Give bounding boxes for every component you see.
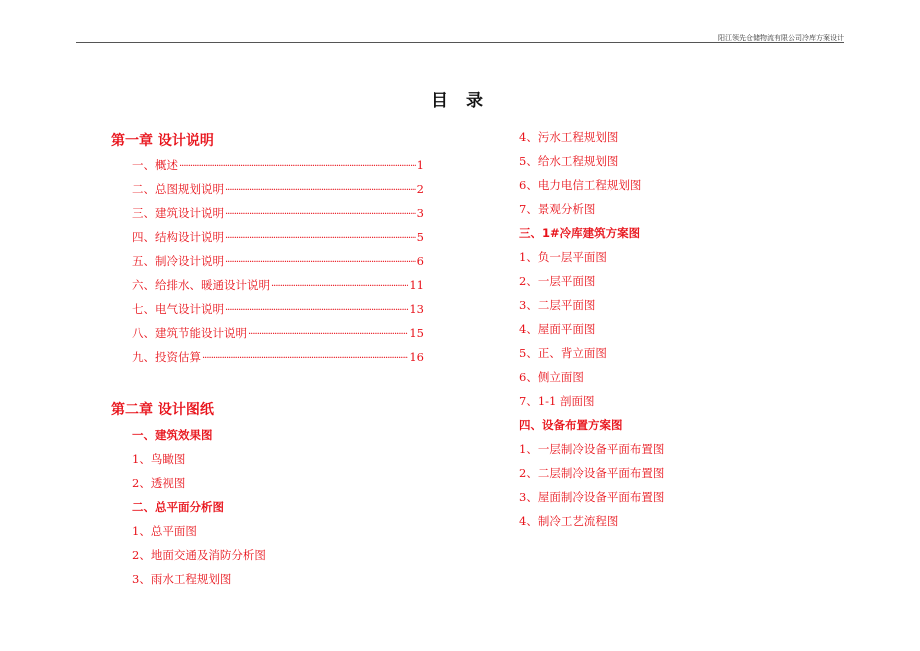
toc-entry-page: 3 [416,206,424,220]
toc-item[interactable]: 6、侧立面图 [519,370,584,384]
dot-leader [225,233,416,244]
toc-item[interactable]: 3、雨水工程规划图 [132,572,232,586]
dot-leader [225,257,416,268]
toc-item[interactable]: 3、二层平面图 [519,298,596,312]
toc-entry[interactable] [132,325,424,341]
toc-entry-page: 6 [416,254,424,268]
section-heading: 三、1#冷库建筑方案图 [519,226,641,240]
dot-leader [225,305,408,316]
dot-leader [225,185,416,196]
toc-entry-label: 六、给排水、暖通设计说明 [132,278,270,292]
toc-entry-label: 五、制冷设计说明 [132,254,224,268]
toc-item[interactable]: 5、正、背立面图 [519,346,607,360]
toc-item[interactable]: 5、给水工程规划图 [519,154,619,168]
section-heading: 四、设备布置方案图 [519,418,623,432]
toc-item[interactable]: 2、透视图 [132,476,186,490]
toc-item[interactable]: 2、一层平面图 [519,274,596,288]
toc-item[interactable]: 7、1-1 剖面图 [519,394,595,408]
toc-item[interactable]: 2、二层制冷设备平面布置图 [519,466,665,480]
dot-leader [225,209,416,220]
toc-item[interactable]: 1、总平面图 [132,524,197,538]
toc-entry-label: 九、投资估算 [132,350,201,364]
chapter-2-heading: 第二章 设计图纸 [111,402,214,418]
toc-entry[interactable] [132,229,424,245]
toc-item[interactable]: 1、鸟瞰图 [132,452,186,466]
toc-entry[interactable] [132,205,424,221]
toc-entry[interactable] [132,157,424,173]
toc-entry-label: 一、概述 [132,158,178,172]
toc-entry-label: 七、电气设计说明 [132,302,224,316]
dot-leader [179,161,416,172]
dot-leader [271,281,408,292]
header-rule [76,42,844,43]
toc-entry-page: 1 [416,158,424,172]
toc-item[interactable]: 6、电力电信工程规划图 [519,178,642,192]
toc-entry[interactable] [132,181,424,197]
chapter-1-heading: 第一章 设计说明 [111,133,214,149]
toc-entry[interactable] [132,349,424,365]
toc-entry[interactable] [132,301,424,317]
toc-entry[interactable] [132,277,424,293]
toc-entry-page: 15 [409,326,424,340]
toc-entry-page: 2 [416,182,424,196]
toc-entry-label: 二、总图规划说明 [132,182,224,196]
toc-entry-page: 16 [409,350,424,364]
toc-title: 目 录 [431,91,489,111]
toc-entry[interactable] [132,253,424,269]
section-heading: 二、总平面分析图 [132,500,224,514]
toc-item[interactable]: 1、负一层平面图 [519,250,607,264]
toc-item[interactable]: 4、制冷工艺流程图 [519,514,619,528]
toc-item[interactable]: 1、一层制冷设备平面布置图 [519,442,665,456]
toc-item[interactable]: 3、屋面制冷设备平面布置图 [519,490,665,504]
dot-leader [202,353,408,364]
dot-leader [248,329,408,340]
toc-entry-label: 八、建筑节能设计说明 [132,326,247,340]
toc-entry-page: 13 [409,302,424,316]
toc-item[interactable]: 2、地面交通及消防分析图 [132,548,266,562]
toc-item[interactable]: 7、景观分析图 [519,202,596,216]
section-heading: 一、建筑效果图 [132,428,213,442]
toc-entry-label: 四、结构设计说明 [132,230,224,244]
toc-item[interactable]: 4、污水工程规划图 [519,130,619,144]
toc-entry-page: 5 [416,230,424,244]
toc-item[interactable]: 4、屋面平面图 [519,322,596,336]
header-text: 阳江领先仓储物流有限公司冷库方案设计 [718,34,844,42]
toc-entry-label: 三、建筑设计说明 [132,206,224,220]
toc-entry-page: 11 [409,278,424,292]
